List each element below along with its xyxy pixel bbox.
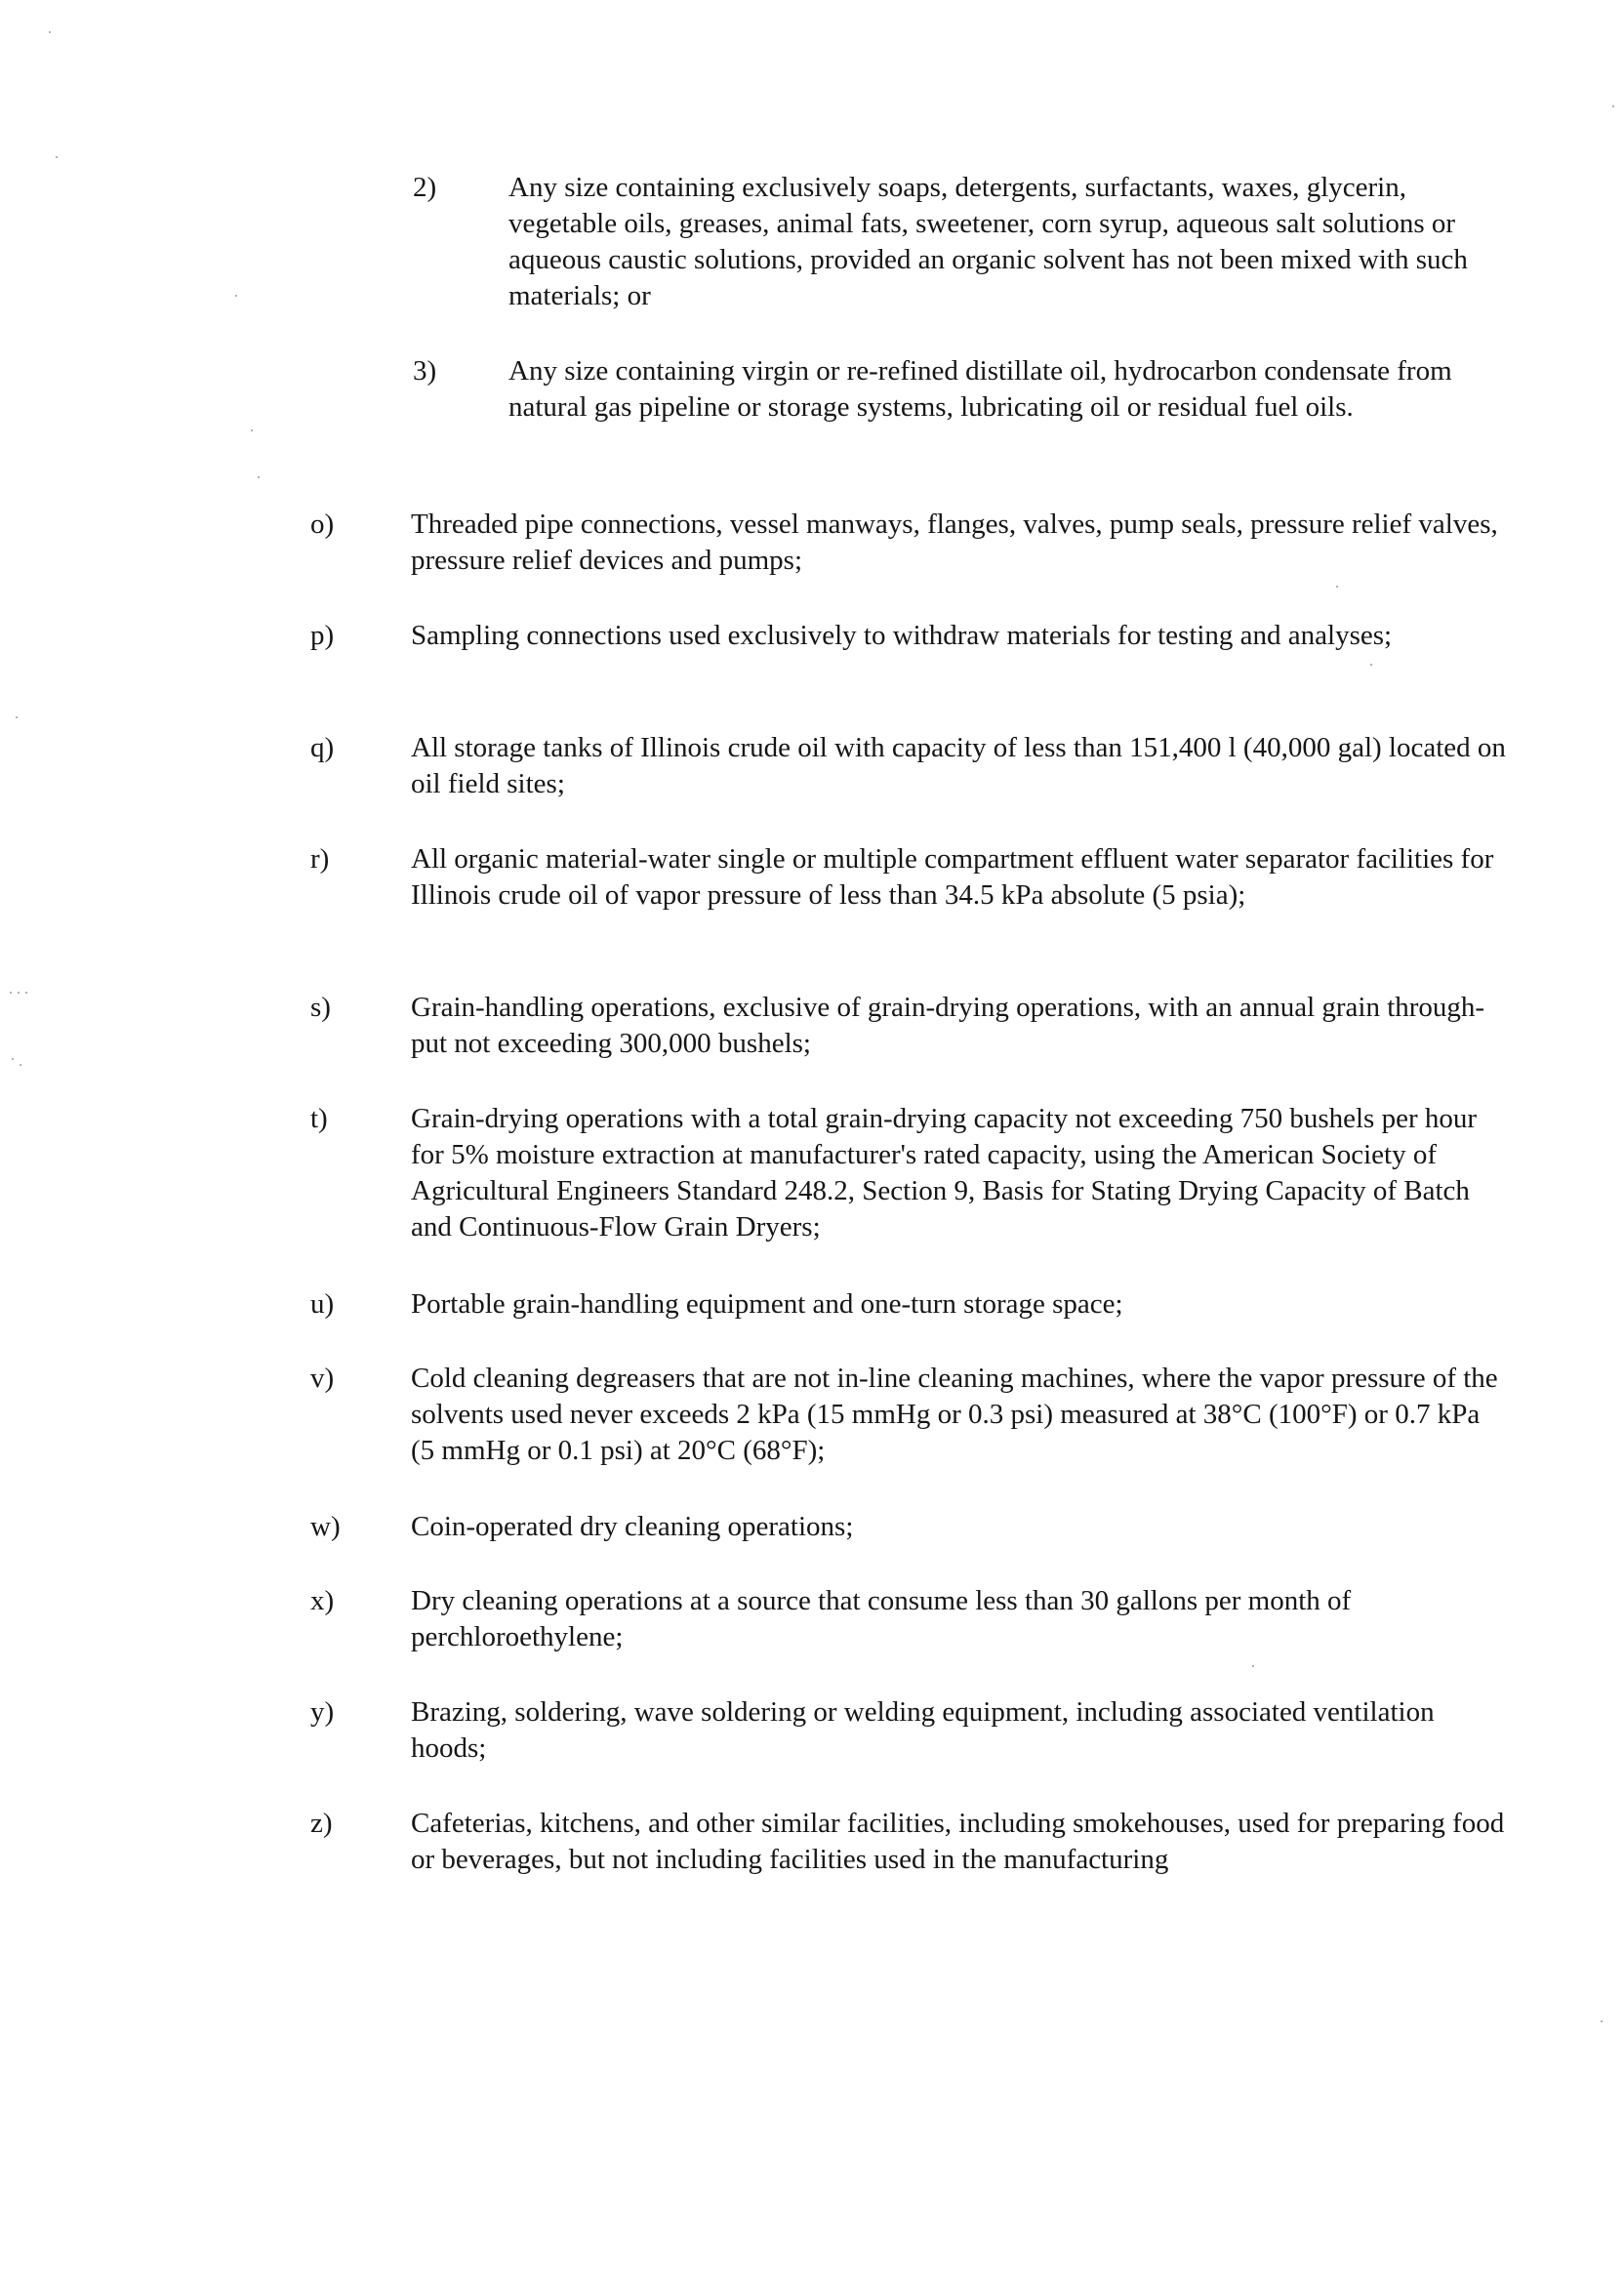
scan-speck [1370, 664, 1372, 666]
scan-speck [235, 295, 237, 297]
scan-speck [251, 429, 253, 431]
scan-speck [49, 31, 51, 33]
list-item-text: Any size containing virgin or re-refined distillate oil, hydrocarbon condensate from natural gas pipeline or storage systems, lubricating oil or residual fuel oils. [508, 355, 1452, 423]
scan-speck [1612, 105, 1614, 107]
list-item-marker: 2) [413, 172, 437, 203]
scan-speck [1336, 586, 1338, 588]
scan-speck [10, 992, 12, 994]
list-item-marker: y) [310, 1696, 335, 1728]
list-item-text: Brazing, soldering, wave soldering or welding equipment, including associated ventilation hoods; [411, 1696, 1435, 1764]
list-item-marker: o) [310, 509, 335, 540]
list-item-marker: p) [310, 620, 335, 651]
list-item-marker: t) [310, 1103, 328, 1134]
list-item-text: Grain-handling operations, exclusive of grain-drying operations, with an annual grain through-put not exceeding 300,000 bushels; [411, 992, 1485, 1059]
scan-speck [1252, 1665, 1254, 1667]
scan-speck [25, 992, 27, 994]
list-item-text: Grain-drying operations with a total grain-drying capacity not exceeding 750 bushels per hour for 5% moisture extraction at manufacturer's rated capacity, using the American Society of Agricultural Engineers Standard 248.2, Section 9, Basis for Stating Drying Capacity of Batch and Continuous-Flow Grain Dryers; [411, 1103, 1478, 1243]
list-item-text: Threaded pipe connections, vessel manways, flanges, valves, pump seals, pressure relief valves, pressure relief devices and pumps; [411, 509, 1498, 576]
list-item-text: All organic material-water single or multiple compartment effluent water separator facilities for Illinois crude oil of vapor pressure of less than 34.5 kPa absolute (5 psia); [411, 843, 1494, 911]
list-item-marker: v) [310, 1363, 335, 1394]
list-item-text: Any size containing exclusively soaps, detergents, surfactants, waxes, glycerin, vegetable oils, greases, animal fats, sweetener, corn syrup, aqueous salt solutions or aqueous caustic solutions, provided an organic solvent has not been mixed with such materials; or [508, 172, 1468, 311]
scan-speck [56, 156, 58, 158]
scan-speck [1601, 2020, 1603, 2022]
list-item-marker: w) [310, 1511, 341, 1542]
list-item-marker: q) [310, 732, 335, 763]
scan-speck [20, 1064, 21, 1066]
scan-speck [16, 716, 18, 718]
list-item-marker: r) [310, 843, 330, 875]
scan-speck [12, 1058, 14, 1060]
scan-speck [258, 476, 260, 478]
list-item-text: Sampling connections used exclusively to withdraw materials for testing and analyses; [411, 620, 1393, 651]
list-item-text: Portable grain-handling equipment and one-turn storage space; [411, 1288, 1123, 1320]
list-item-marker: s) [310, 992, 331, 1023]
list-item-text: Cafeterias, kitchens, and other similar facilities, including smokehouses, used for preparing food or beverages, but not including facilities used in the manufacturing [411, 1808, 1505, 1875]
list-item-marker: u) [310, 1288, 335, 1320]
list-item-text: All storage tanks of Illinois crude oil with capacity of less than 151,400 l (40,000 gal) located on oil field sites; [411, 732, 1506, 799]
list-item-text: Cold cleaning degreasers that are not in-line cleaning machines, where the vapor pressure of the solvents used never exceeds 2 kPa (15 mmHg or 0.3 psi) measured at 38°C (100°F) or 0.7 kPa (5 mmHg or 0.1 psi) at 20°C (68°F); [411, 1363, 1498, 1466]
list-item-marker: x) [310, 1585, 335, 1616]
scan-speck [18, 992, 20, 994]
list-item-marker: z) [310, 1808, 333, 1839]
list-item-marker: 3) [413, 355, 437, 387]
list-item-text: Coin-operated dry cleaning operations; [411, 1511, 854, 1542]
list-item-text: Dry cleaning operations at a source that consume less than 30 gallons per month of perchloroethylene; [411, 1585, 1352, 1652]
